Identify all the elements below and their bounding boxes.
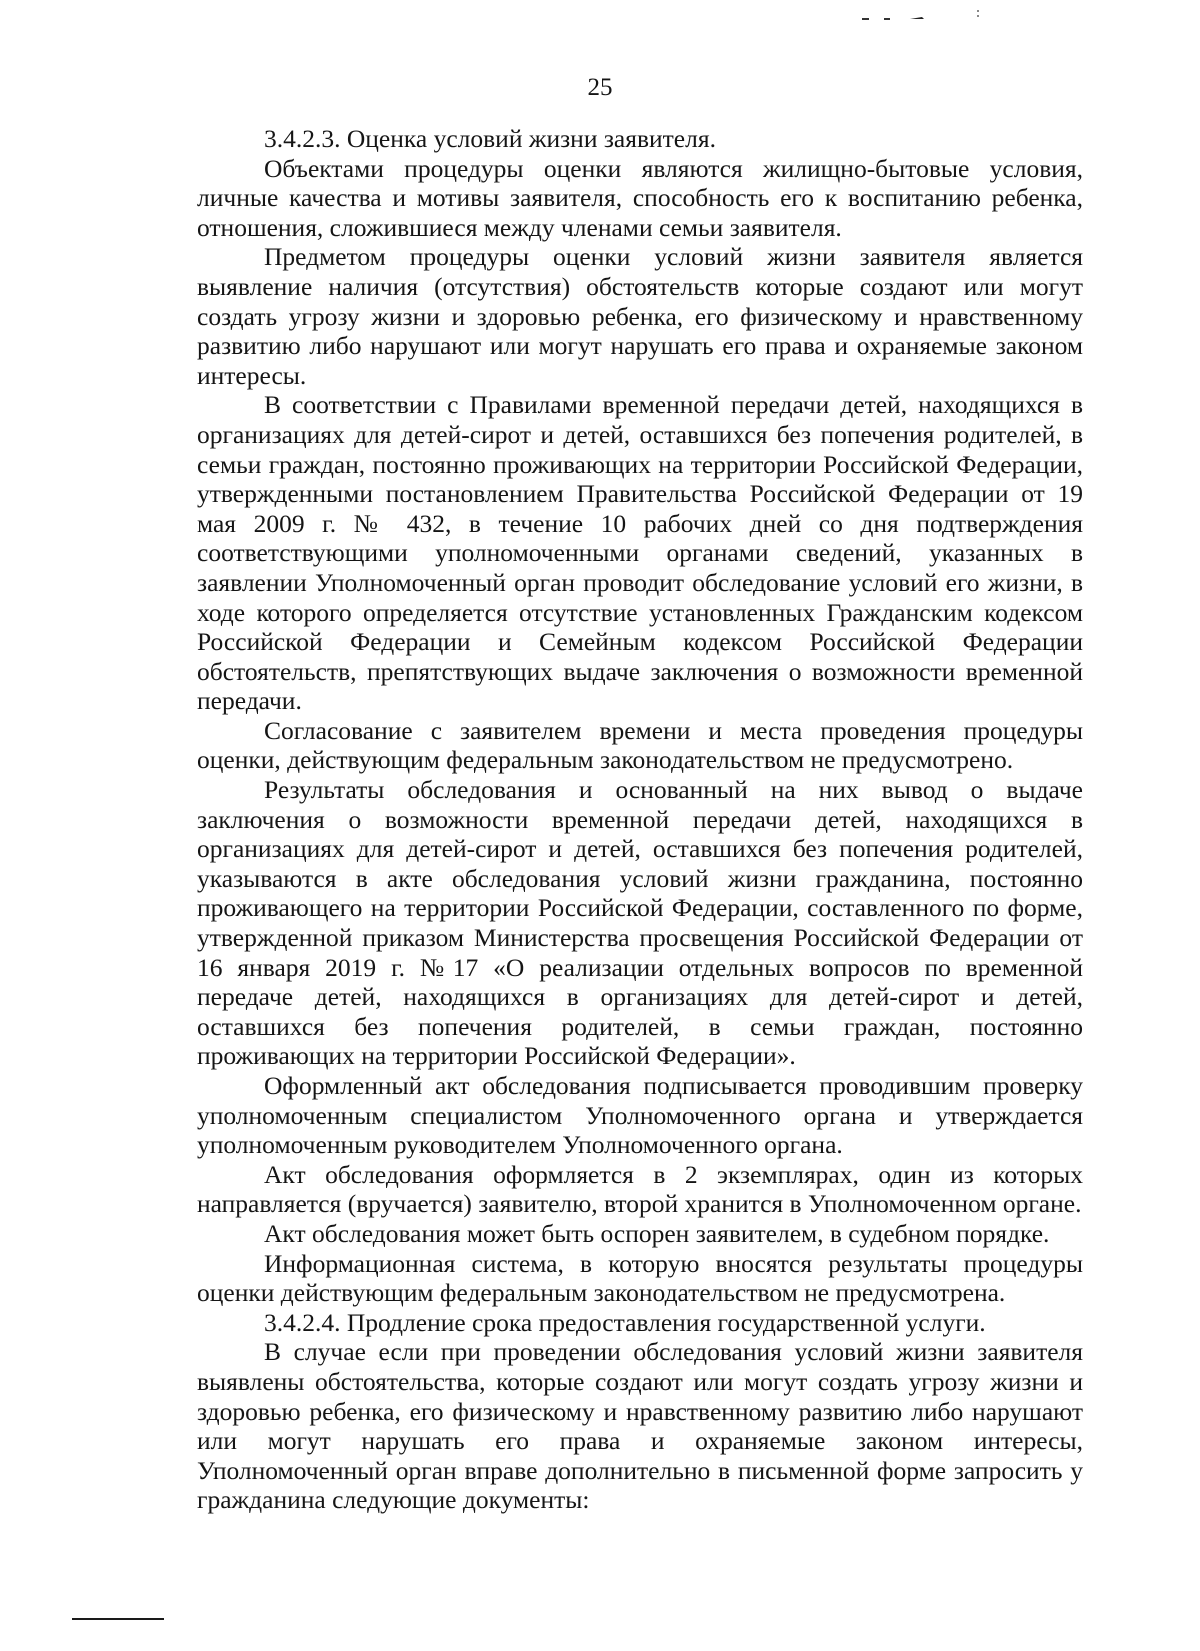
paragraph-evaluation-objects: Объектами процедуры оценки являются жилищно-бытовые условия, личные качества и мотивы заявителя, способность его к воспитанию ребенка, отношения, сложившиеся между членами семьи заявителя. bbox=[197, 153, 1083, 242]
paragraph-inspection-results: Результаты обследования и основанный на них вывод о выдаче заключения о возможности временной передачи детей, находящихся в организациях для детей-сирот и детей, оставшихся без попечения родителей, указываются в акте обследования условий жизни гражданина, постоянно проживающего на территории Российской Федерации, составленного по форме, утвержденной приказом Министерства просвещения Российской Федерации от 16 января 2019 г. №17 «О реализации отдельных вопросов по временной передаче детей, находящихся в организациях для детей-сирот и детей, оставшихся без попечения родителей, в семьи граждан, постоянно проживающих на территории Российской Федерации». bbox=[197, 775, 1083, 1071]
scan-artifact-marks bbox=[860, 6, 1000, 26]
page-number: 25 bbox=[587, 74, 613, 101]
section-heading-3-4-2-3: 3.4.2.3. Оценка условий жизни заявителя. bbox=[264, 124, 716, 153]
paragraph-act-copies: Акт обследования оформляется в 2 экземплярах, один из которых направляется (вручается) заявителю, второй хранится в Уполномоченном органе. bbox=[197, 1159, 1083, 1219]
section-heading-3-4-2-4: 3.4.2.4. Продление срока предоставления государственной услуги. bbox=[264, 1307, 986, 1337]
document-body bbox=[197, 124, 1083, 1515]
paragraph-government-rules: В соответствии с Правилами временной передачи детей, находящихся в организациях для детей-сирот и детей, оставшихся без попечения родителей, в семьи граждан, постоянно проживающих на территории Российской Федерации, утвержденными постановлением Правительства Российской Федерации от 19 мая 2009 г. № 432, в течение 10 рабочих дней со дня подтверждения соответствующими уполномоченными органами сведений, указанных в заявлении Уполномоченный орган проводит обследование условий его жизни, в ходе которого определяется отсутствие установленных Гражданским кодексом Российской Федерации и Семейным кодексом Российской Федерации обстоятельств, препятствующих выдаче заключения о возможности временной передачи. bbox=[197, 390, 1083, 716]
paragraph-evaluation-subject: Предметом процедуры оценки условий жизни заявителя является выявление наличия (отсутствия) обстоятельств которые создают или могут создать угрозу жизни и здоровью ребенка, его физическому и нравственному развитию либо нарушают или могут нарушать его права и охраняемые законом интересы. bbox=[197, 242, 1083, 390]
paragraph-extension-case: В случае если при проведении обследования условий жизни заявителя выявлены обстоятельства, которые создают или могут создать угрозу жизни и здоровью ребенка, его физическому и нравственному развитию либо нарушают или могут нарушать его права и охраняемые законом интересы, Уполномоченный орган вправе дополнительно в письменной форме запросить у гражданина следующие документы: bbox=[197, 1337, 1083, 1515]
paragraph-coordination: Согласование с заявителем времени и места проведения процедуры оценки, действующим федеральным законодательством не предусмотрено. bbox=[197, 715, 1083, 775]
paragraph-information-system: Информационная система, в которую вносятся результаты процедуры оценки действующим федеральным законодательством не предусмотрена. bbox=[197, 1248, 1083, 1308]
footnote-separator-line bbox=[72, 1618, 164, 1620]
paragraph-act-signing: Оформленный акт обследования подписывается проводившим проверку уполномоченным специалистом Уполномоченного органа и утверждается уполномоченным руководителем Уполномоченного органа. bbox=[197, 1071, 1083, 1160]
paragraph-act-appeal: Акт обследования может быть оспорен заявителем, в судебном порядке. bbox=[264, 1218, 1050, 1248]
